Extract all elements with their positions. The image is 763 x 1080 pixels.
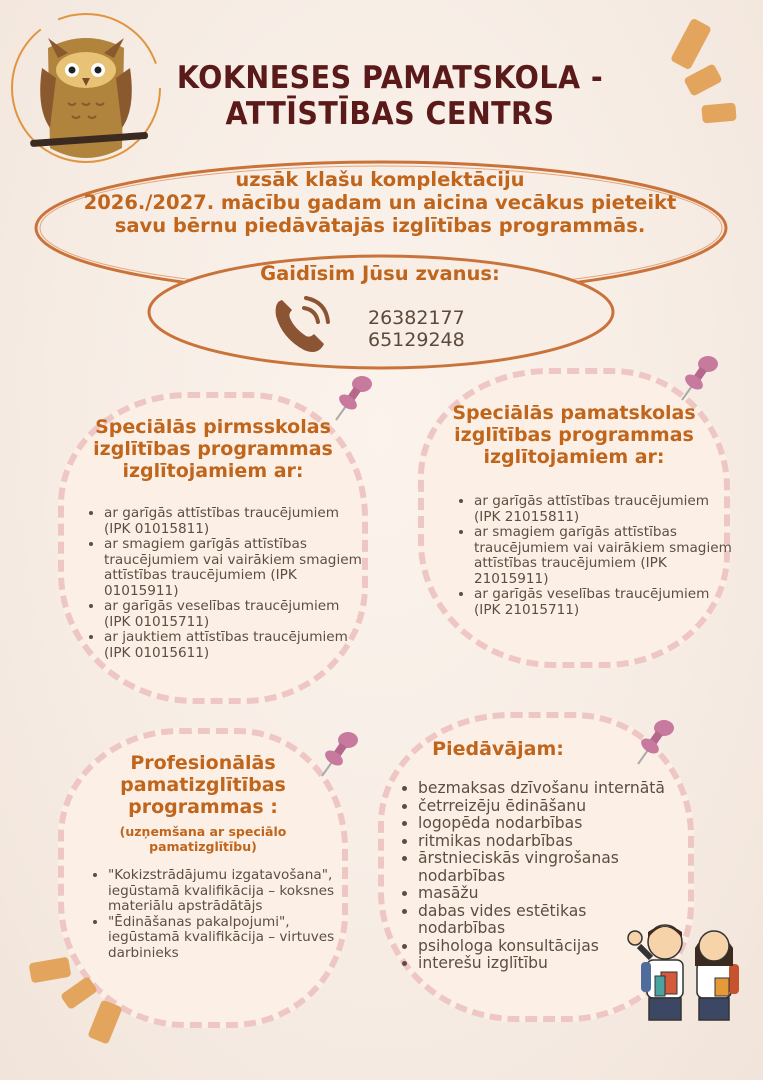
title-line: Profesionālās	[130, 752, 276, 774]
page-title	[169, 60, 611, 132]
decorative-ray	[29, 957, 72, 984]
title-line: programmas :	[128, 796, 278, 818]
title-line-1: KOKNESES PAMATSKOLA -	[176, 60, 604, 96]
intro-line-3: savu bērnu piedāvātajās izglītības programmās.	[114, 214, 646, 237]
title-line: izglītojamiem ar:	[122, 460, 304, 482]
panel-title: Piedāvājam:	[432, 738, 564, 760]
list-item: • interešu izglītību	[418, 955, 678, 973]
list-item: • psihologa konsultācijas	[418, 938, 678, 956]
title-line: izglītojamiem ar:	[483, 446, 665, 468]
title-line: izglītības programmas	[454, 424, 694, 446]
pushpin-icon	[318, 728, 362, 778]
phone-number[interactable]: 65129248	[368, 329, 465, 351]
program-list	[88, 868, 338, 961]
list-item: • logopēda nodarbības	[418, 815, 678, 833]
pushpin-icon	[678, 352, 722, 402]
panel-preschool	[58, 392, 368, 704]
decorative-ray	[670, 18, 712, 71]
intro-text	[60, 168, 700, 237]
panel-title	[58, 416, 368, 482]
decorative-ray	[701, 103, 736, 124]
program-list	[454, 494, 734, 618]
list-item: • četrreizēju ēdināšanu	[418, 798, 678, 816]
panel-subtitle	[58, 824, 348, 854]
subtitle-line: pamatizglītību)	[149, 839, 257, 854]
list-item: • "Ēdināšanas pakalpojumi", iegūstamā kvalifikācija – virtuves darbinieks	[108, 915, 338, 962]
list-item: • ar smagiem garīgās attīstības traucējumiem vai vairākiem smagiem attīstības traucējumiem (IPK 21015911)	[474, 525, 734, 587]
children-illustration-icon	[625, 910, 750, 1030]
list-item: • ar garīgās attīstības traucējumiem (IPK 01015811)	[104, 506, 364, 537]
list-item: • ar garīgās veselības traucējumiem (IPK 01015711)	[104, 599, 364, 630]
list-item: • ar smagiem garīgās attīstības traucējumiem vai vairākiem smagiem attīstības traucējumiem (IPK 01015911)	[104, 537, 364, 599]
title-line: pamatizglītības	[120, 774, 286, 796]
subtitle-line: (uzņemšana ar speciālo	[119, 824, 287, 839]
panel-vocational	[58, 728, 348, 1028]
decorative-ray	[87, 999, 122, 1044]
list-item: • bezmaksas dzīvošanu internātā	[418, 780, 678, 798]
title-line: Speciālās pamatskolas	[452, 402, 696, 424]
title-line: Speciālās pirmsskolas	[95, 416, 331, 438]
list-item: • ar garīgās veselības traucējumiem (IPK 21015711)	[474, 587, 734, 618]
pushpin-icon	[634, 716, 678, 766]
intro-line-1: uzsāk klašu komplektāciju	[235, 168, 525, 191]
panel-basic-school	[418, 368, 730, 668]
pushpin-icon	[332, 372, 376, 422]
list-item: • dabas vides estētikas nodarbības	[418, 903, 678, 938]
panel-title	[58, 752, 348, 818]
phone-number[interactable]: 26382177	[368, 307, 465, 329]
list-item: • "Kokizstrādājumu izgatavošana", iegūstamā kvalifikācija – koksnes materiālu apstrādātājs	[108, 868, 338, 915]
phone-numbers	[368, 307, 465, 351]
list-item: • ārstnieciskās vingrošanas nodarbības	[418, 850, 678, 885]
title-line: izglītības programmas	[93, 438, 333, 460]
contact-heading: Gaidīsim Jūsu zvanus:	[260, 262, 500, 285]
panel-title	[418, 402, 730, 468]
list-item: • ritmikas nodarbības	[418, 833, 678, 851]
list-item: • ar garīgās attīstības traucējumiem (IPK 21015811)	[474, 494, 734, 525]
list-item: • ar jauktiem attīstības traucējumiem (IPK 01015611)	[104, 630, 364, 661]
list-item: • masāžu	[418, 885, 678, 903]
title-line-2: ATTĪSTĪBAS CENTRS	[225, 96, 555, 132]
intro-line-2: 2026./2027. mācību gadam un aicina vecākus pieteikt	[83, 191, 677, 214]
program-list	[84, 506, 364, 661]
owl-logo-icon	[8, 8, 168, 168]
phone-icon	[272, 294, 334, 356]
